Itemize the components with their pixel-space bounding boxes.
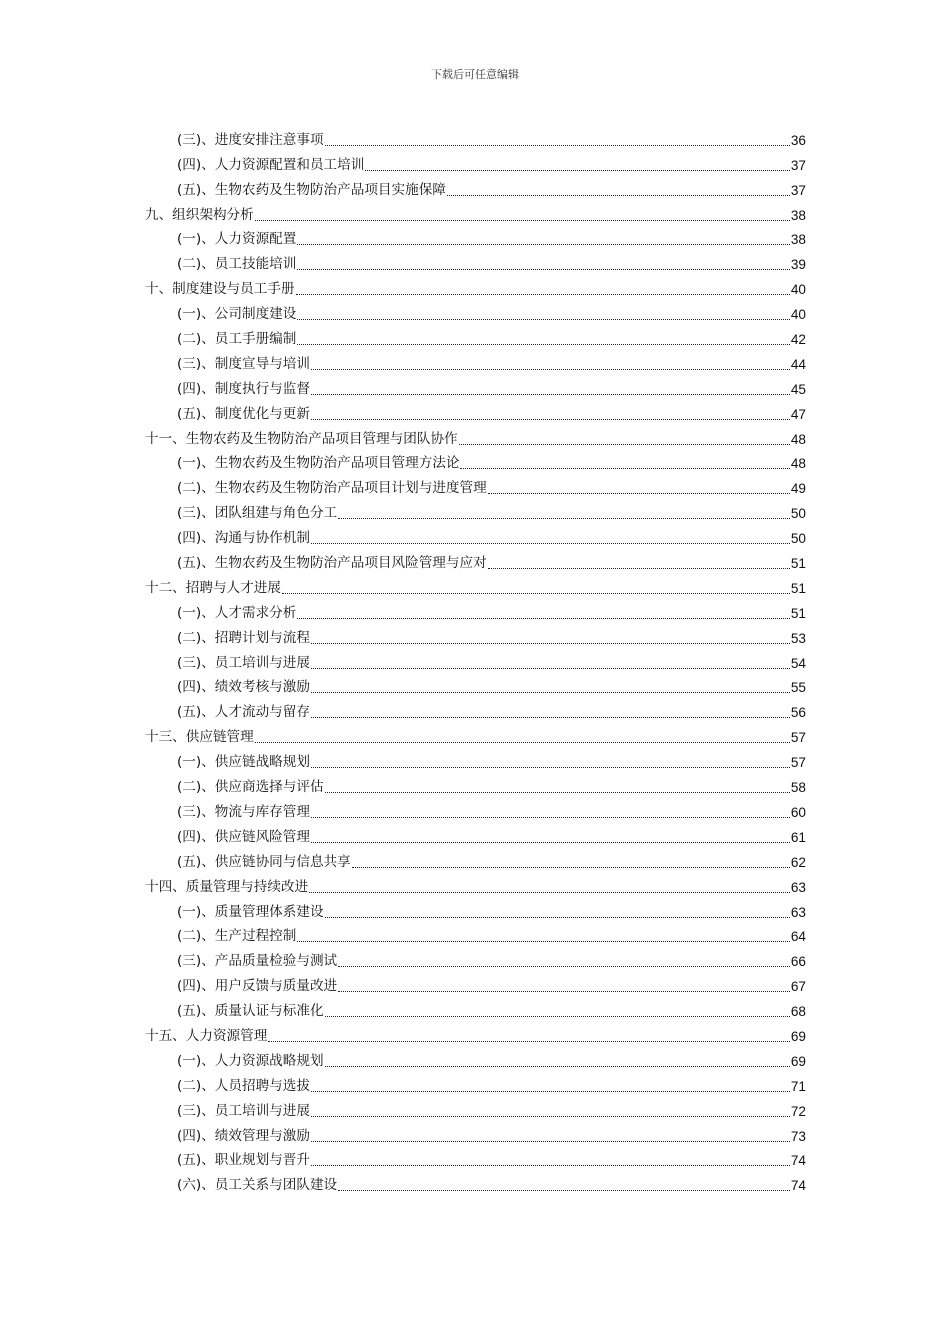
toc-section-entry[interactable] <box>145 970 806 995</box>
toc-section-entry[interactable] <box>145 224 806 249</box>
toc-page-number: 60 <box>790 804 806 820</box>
toc-entry-title: (四)、绩效管理与激励 <box>177 1127 310 1144</box>
toc-entry-title: (五)、生物农药及生物防治产品项目实施保障 <box>177 181 446 198</box>
toc-dot-leader <box>488 568 790 569</box>
toc-chapter-entry[interactable] <box>145 199 806 224</box>
toc-dot-leader <box>311 419 790 420</box>
toc-entry-title: 十五、人力资源管理 <box>145 1027 268 1044</box>
toc-page-number: 74 <box>790 1153 806 1169</box>
toc-entry-title: (二)、招聘计划与流程 <box>177 629 310 646</box>
toc-section-entry[interactable] <box>145 622 806 647</box>
toc-dot-leader <box>338 966 790 967</box>
toc-dot-leader <box>311 1165 790 1166</box>
toc-page-number: 40 <box>790 307 806 323</box>
toc-dot-leader <box>297 941 790 942</box>
toc-page-number: 74 <box>790 1178 806 1194</box>
toc-entry-title: 九、组织架构分析 <box>145 206 254 223</box>
toc-entry-title: (一)、质量管理体系建设 <box>177 903 324 920</box>
toc-entry-title: (四)、用户反馈与质量改进 <box>177 978 338 995</box>
toc-chapter-entry[interactable] <box>145 721 806 746</box>
toc-page-number: 37 <box>790 157 806 173</box>
toc-page-number: 69 <box>790 1053 806 1069</box>
toc-page-number: 50 <box>790 531 806 547</box>
toc-page-number: 54 <box>790 655 806 671</box>
toc-page-number: 66 <box>790 954 806 970</box>
toc-page-number: 48 <box>790 456 806 472</box>
toc-dot-leader <box>268 1041 790 1042</box>
toc-entry-title: (四)、制度执行与监督 <box>177 380 310 397</box>
toc-dot-leader <box>325 917 790 918</box>
toc-dot-leader <box>311 1116 790 1117</box>
toc-section-entry[interactable] <box>145 1045 806 1070</box>
toc-page-number: 42 <box>790 332 806 348</box>
toc-dot-leader <box>325 1016 790 1017</box>
toc-dot-leader <box>255 220 790 221</box>
toc-section-entry[interactable] <box>145 149 806 174</box>
toc-dot-leader <box>338 991 790 992</box>
toc-page-number: 73 <box>790 1128 806 1144</box>
toc-entry-title: 十、制度建设与员工手册 <box>145 281 295 298</box>
toc-entry-title: (五)、职业规划与晋升 <box>177 1152 310 1169</box>
toc-section-entry[interactable] <box>145 248 806 273</box>
toc-dot-leader <box>311 817 790 818</box>
toc-dot-leader <box>325 1066 790 1067</box>
toc-entry-title: (三)、进度安排注意事项 <box>177 131 324 148</box>
toc-section-entry[interactable] <box>145 174 806 199</box>
toc-dot-leader <box>311 717 790 718</box>
toc-entry-title: (一)、人力资源战略规划 <box>177 1052 324 1069</box>
toc-dot-leader <box>311 842 790 843</box>
toc-page-number: 36 <box>790 132 806 148</box>
toc-dot-leader <box>338 1190 790 1191</box>
toc-entry-title: (三)、员工培训与进展 <box>177 1102 310 1119</box>
toc-entry-title: (五)、生物农药及生物防治产品项目风险管理与应对 <box>177 555 487 572</box>
toc-dot-leader <box>311 1141 790 1142</box>
toc-entry-title: (一)、人才需求分析 <box>177 604 297 621</box>
toc-entry-title: (三)、物流与库存管理 <box>177 803 310 820</box>
toc-dot-leader <box>309 892 790 893</box>
toc-entry-title: (五)、供应链协同与信息共享 <box>177 853 351 870</box>
toc-entry-title: (一)、人力资源配置 <box>177 231 297 248</box>
toc-entry-title: (二)、员工技能培训 <box>177 256 297 273</box>
toc-section-entry[interactable] <box>145 448 806 473</box>
toc-dot-leader <box>311 668 790 669</box>
toc-entry-title: 十三、供应链管理 <box>145 729 254 746</box>
page-header: 下载后可任意编辑 <box>431 68 519 81</box>
toc-page-number: 72 <box>790 1103 806 1119</box>
toc-entry-title: 十二、招聘与人才进展 <box>145 579 281 596</box>
toc-dot-leader <box>282 593 790 594</box>
toc-page-number: 45 <box>790 381 806 397</box>
toc-section-entry[interactable] <box>145 497 806 522</box>
toc-entry-title: (三)、员工培训与进展 <box>177 654 310 671</box>
toc-section-entry[interactable] <box>145 298 806 323</box>
toc-dot-leader <box>459 444 790 445</box>
toc-dot-leader <box>311 369 790 370</box>
toc-page-number: 55 <box>790 680 806 696</box>
toc-entry-title: (四)、供应链风险管理 <box>177 828 310 845</box>
toc-dot-leader <box>311 643 790 644</box>
toc-entry-title: 十一、生物农药及生物防治产品项目管理与团队协作 <box>145 430 458 447</box>
toc-page-number: 56 <box>790 705 806 721</box>
toc-dot-leader <box>365 170 790 171</box>
toc-dot-leader <box>297 344 790 345</box>
toc-entry-title: (一)、生物农药及生物防治产品项目管理方法论 <box>177 455 460 472</box>
toc-section-entry[interactable] <box>145 647 806 672</box>
toc-page-number: 51 <box>790 605 806 621</box>
toc-section-entry[interactable] <box>145 696 806 721</box>
toc-dot-leader <box>338 518 790 519</box>
toc-section-entry[interactable] <box>145 995 806 1020</box>
toc-page-number: 40 <box>790 282 806 298</box>
toc-section-entry[interactable] <box>145 472 806 497</box>
toc-dot-leader <box>297 319 790 320</box>
toc-section-entry[interactable] <box>145 1120 806 1145</box>
toc-dot-leader <box>297 244 790 245</box>
toc-dot-leader <box>255 742 790 743</box>
toc-section-entry[interactable] <box>145 398 806 423</box>
toc-dot-leader <box>352 867 790 868</box>
toc-page-number: 69 <box>790 1028 806 1044</box>
toc-section-entry[interactable] <box>145 522 806 547</box>
toc-entry-title: (六)、员工关系与团队建设 <box>177 1177 338 1194</box>
toc-section-entry[interactable] <box>145 945 806 970</box>
toc-section-entry[interactable] <box>145 1095 806 1120</box>
toc-entry-title: (二)、员工手册编制 <box>177 331 297 348</box>
toc-page-number: 63 <box>790 904 806 920</box>
toc-section-entry[interactable] <box>145 1169 806 1194</box>
toc-page-number: 63 <box>790 879 806 895</box>
toc-dot-leader <box>447 195 790 196</box>
toc-page-number: 57 <box>790 755 806 771</box>
toc-page-number: 58 <box>790 780 806 796</box>
toc-page-number: 71 <box>790 1078 806 1094</box>
toc-dot-leader <box>297 269 790 270</box>
toc-entry-title: (五)、人才流动与留存 <box>177 704 310 721</box>
toc-section-entry[interactable] <box>145 921 806 946</box>
toc-dot-leader <box>488 493 790 494</box>
table-of-contents <box>145 124 806 1194</box>
toc-section-entry[interactable] <box>145 124 806 149</box>
toc-dot-leader <box>296 294 790 295</box>
toc-entry-title: (五)、制度优化与更新 <box>177 405 310 422</box>
toc-dot-leader <box>460 468 789 469</box>
toc-section-entry[interactable] <box>145 771 806 796</box>
toc-page-number: 48 <box>790 431 806 447</box>
toc-page-number: 64 <box>790 929 806 945</box>
toc-entry-title: (四)、人力资源配置和员工培训 <box>177 156 365 173</box>
toc-page-number: 68 <box>790 1004 806 1020</box>
toc-section-entry[interactable] <box>145 821 806 846</box>
toc-section-entry[interactable] <box>145 1070 806 1095</box>
toc-entry-title: (三)、产品质量检验与测试 <box>177 953 338 970</box>
toc-chapter-entry[interactable] <box>145 572 806 597</box>
toc-page-number: 38 <box>790 232 806 248</box>
toc-entry-title: (二)、生物农药及生物防治产品项目计划与进度管理 <box>177 480 487 497</box>
toc-page-number: 51 <box>790 556 806 572</box>
toc-section-entry[interactable] <box>145 796 806 821</box>
toc-page-number: 62 <box>790 854 806 870</box>
toc-entry-title: (一)、供应链战略规划 <box>177 754 310 771</box>
toc-dot-leader <box>325 145 790 146</box>
toc-chapter-entry[interactable] <box>145 423 806 448</box>
toc-section-entry[interactable] <box>145 373 806 398</box>
toc-chapter-entry[interactable] <box>145 871 806 896</box>
toc-entry-title: (五)、质量认证与标准化 <box>177 1003 324 1020</box>
toc-entry-title: (一)、公司制度建设 <box>177 306 297 323</box>
toc-chapter-entry[interactable] <box>145 1020 806 1045</box>
toc-dot-leader <box>311 1091 790 1092</box>
toc-section-entry[interactable] <box>145 1145 806 1170</box>
toc-dot-leader <box>311 692 790 693</box>
toc-page-number: 67 <box>790 979 806 995</box>
toc-dot-leader <box>297 618 790 619</box>
toc-section-entry[interactable] <box>145 597 806 622</box>
toc-page-number: 38 <box>790 207 806 223</box>
toc-entry-title: (二)、人员招聘与选拔 <box>177 1077 310 1094</box>
toc-page-number: 44 <box>790 356 806 372</box>
toc-chapter-entry[interactable] <box>145 273 806 298</box>
toc-entry-title: 十四、质量管理与持续改进 <box>145 878 309 895</box>
toc-page-number: 39 <box>790 257 806 273</box>
toc-section-entry[interactable] <box>145 846 806 871</box>
toc-section-entry[interactable] <box>145 547 806 572</box>
toc-page-number: 47 <box>790 406 806 422</box>
toc-page-number: 50 <box>790 506 806 522</box>
toc-page-number: 53 <box>790 630 806 646</box>
toc-entry-title: (二)、生产过程控制 <box>177 928 297 945</box>
toc-section-entry[interactable] <box>145 348 806 373</box>
toc-section-entry[interactable] <box>145 896 806 921</box>
toc-entry-title: (三)、团队组建与角色分工 <box>177 505 338 522</box>
toc-entry-title: (三)、制度宣导与培训 <box>177 355 310 372</box>
toc-dot-leader <box>311 394 790 395</box>
toc-page-number: 51 <box>790 580 806 596</box>
toc-page-number: 61 <box>790 829 806 845</box>
toc-dot-leader <box>325 792 790 793</box>
toc-entry-title: (四)、绩效考核与激励 <box>177 679 310 696</box>
toc-page-number: 37 <box>790 182 806 198</box>
toc-entry-title: (二)、供应商选择与评估 <box>177 779 324 796</box>
toc-entry-title: (四)、沟通与协作机制 <box>177 530 310 547</box>
toc-page-number: 49 <box>790 481 806 497</box>
toc-dot-leader <box>311 767 790 768</box>
toc-section-entry[interactable] <box>145 323 806 348</box>
toc-dot-leader <box>311 543 790 544</box>
toc-page-number: 57 <box>790 730 806 746</box>
toc-section-entry[interactable] <box>145 746 806 771</box>
toc-section-entry[interactable] <box>145 672 806 697</box>
